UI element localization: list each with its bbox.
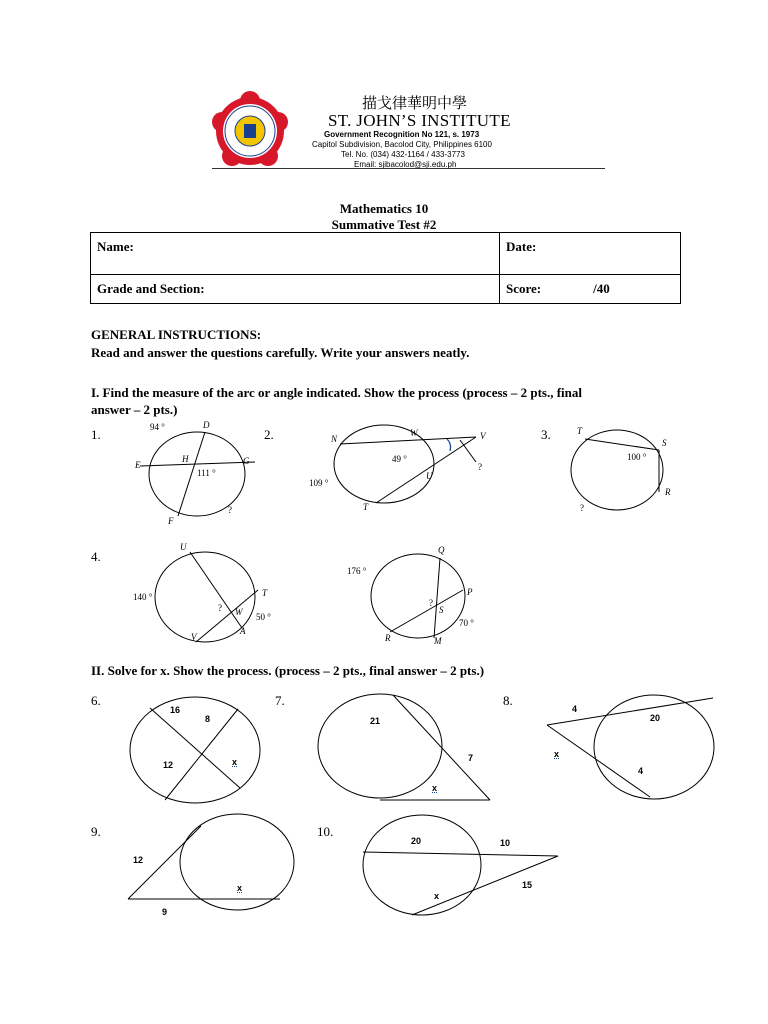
problem-8-number: 8. [503, 693, 513, 708]
subject-title: Mathematics 10 [339, 201, 429, 216]
p5-bottom-arc: 70 ° [459, 618, 474, 628]
p1-arc-label: 94 ° [150, 422, 165, 432]
p7-label-21: 21 [370, 716, 381, 726]
part1-heading-line2: answer – 2 pts.) [91, 402, 178, 417]
p1-angle-label: 111 ° [197, 468, 216, 478]
school-telephone: Tel. No. (034) 432-1164 / 433-3773 [341, 150, 465, 159]
name-cell[interactable] [91, 233, 500, 275]
p4-right-arc: 50 ° [256, 612, 271, 622]
problem-7-number: 7. [275, 693, 285, 708]
school-address: Capitol Subdivision, Bacolod City, Philippines 6100 [312, 140, 492, 149]
p5-point-p: P [467, 587, 473, 597]
name-label: Name: [97, 239, 134, 254]
p1-point-d: D [203, 420, 210, 430]
p6-label-x: x [232, 757, 238, 767]
p8-label-4-bottom: 4 [638, 766, 644, 776]
p5-point-q: Q [438, 545, 445, 555]
header-divider [212, 168, 605, 169]
p8-label-20: 20 [650, 713, 661, 723]
date-cell[interactable] [500, 233, 681, 275]
problem-4-number: 4. [91, 549, 101, 564]
problem-10-number: 10. [317, 824, 334, 839]
p3-point-t: T [577, 426, 583, 436]
p3-point-r: R [665, 487, 671, 497]
score-total: /40 [593, 281, 610, 296]
instructions-heading: GENERAL INSTRUCTIONS: [91, 327, 262, 342]
problem-9-number: 9. [91, 824, 101, 839]
p4-point-a: A [240, 626, 246, 636]
problem-9-diagram [125, 812, 300, 917]
p2-point-w: W [410, 428, 418, 438]
p2-point-n: N [331, 434, 338, 444]
p2-inner-arc: 49 ° [392, 454, 407, 464]
p9-label-x: x [237, 883, 243, 893]
problem-2-diagram [300, 420, 500, 520]
p10-label-15: 15 [522, 880, 533, 890]
student-info-table [90, 232, 681, 304]
problem-2-number: 2. [264, 427, 274, 442]
problem-3-number: 3. [541, 427, 551, 442]
p5-point-r: R [385, 633, 391, 643]
p5-unknown: ? [429, 598, 433, 608]
p7-label-7: 7 [468, 753, 474, 763]
p2-point-u: U [426, 471, 433, 481]
p9-label-12: 12 [133, 855, 144, 865]
problem-10-diagram [360, 812, 560, 922]
p3-angle-label: 100 ° [627, 452, 647, 462]
p2-point-t: T [363, 502, 369, 512]
p1-unknown: ? [228, 505, 232, 515]
p2-outer-arc: 109 ° [309, 478, 329, 488]
government-recognition: Government Recognition No 121, s. 1973 [324, 130, 480, 139]
problem-6-number: 6. [91, 693, 101, 708]
p6-label-16: 16 [170, 705, 181, 715]
p10-label-x: x [434, 891, 440, 901]
part2-heading: II. Solve for x. Show the process. (process – 2 pts., final answer – 2 pts.) [91, 663, 485, 678]
p9-label-9: 9 [162, 907, 168, 917]
p10-label-20: 20 [411, 836, 422, 846]
p8-label-x: x [554, 749, 560, 759]
p1-point-f: F [168, 516, 174, 526]
p4-left-arc: 140 ° [133, 592, 153, 602]
p5-point-m: M [434, 636, 442, 646]
grade-section-label: Grade and Section: [97, 281, 205, 296]
school-email: Email: sjibacolod@sji.edu.ph [354, 160, 457, 169]
p4-unknown: ? [218, 603, 222, 613]
p10-label-10: 10 [500, 838, 511, 848]
problem-1-number: 1. [91, 427, 101, 442]
problem-4-diagram [150, 545, 280, 650]
p4-point-u: U [180, 542, 187, 552]
p1-point-e: E [135, 460, 141, 470]
p1-point-h: H [182, 454, 189, 464]
part1-heading-line1: I. Find the measure of the arc or angle indicated. Show the process (process – 2 pts., final [91, 385, 582, 400]
score-cell[interactable] [500, 275, 681, 304]
p7-label-x: x [432, 783, 438, 793]
test-title: Summative Test #2 [331, 217, 437, 232]
grade-section-cell[interactable] [91, 275, 500, 304]
p4-point-v: V [191, 632, 197, 642]
p6-label-8: 8 [205, 714, 211, 724]
p5-top-arc: 176 ° [347, 566, 367, 576]
p4-point-t: T [262, 588, 268, 598]
school-logo [212, 96, 312, 166]
p5-point-s: S [439, 605, 444, 615]
p1-point-g: G [243, 456, 250, 466]
school-name: ST. JOHN’S INSTITUTE [328, 111, 511, 130]
p2-point-v: V [480, 431, 486, 441]
p3-unknown: ? [580, 503, 584, 513]
date-label: Date: [506, 239, 537, 254]
p4-point-w: W [235, 607, 243, 617]
p3-point-s: S [662, 438, 667, 448]
p8-label-4-top: 4 [572, 704, 578, 714]
p2-unknown: ? [478, 462, 482, 472]
problem-7-diagram [310, 690, 495, 802]
instructions-text: Read and answer the questions carefully. Write your answers neatly. [91, 345, 470, 360]
school-chinese-name: 描戈律華明中學 [362, 94, 468, 112]
problem-6-diagram [130, 695, 265, 807]
p6-label-12: 12 [163, 760, 174, 770]
score-label: Score: [506, 281, 542, 296]
